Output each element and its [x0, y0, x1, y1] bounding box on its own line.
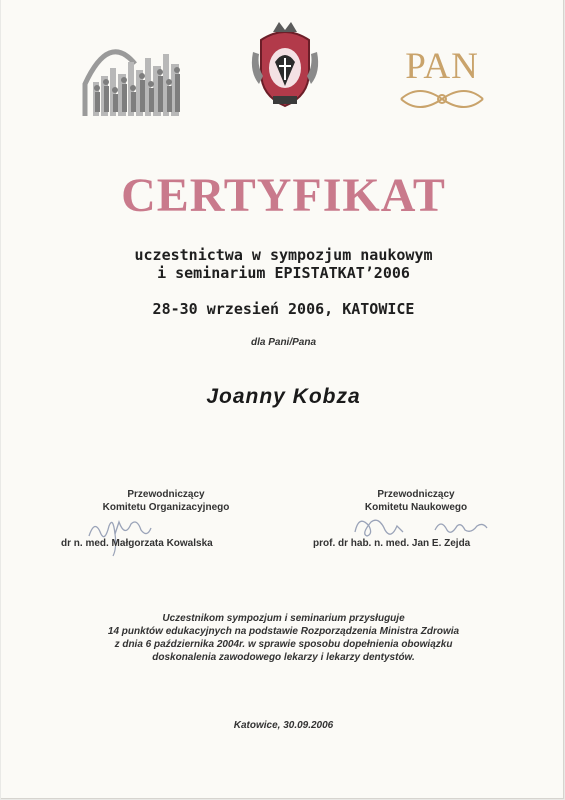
notice-line-2: 14 punktów edukacyjnych na podstawie Rozporządzenia Ministra Zdrowia	[107, 626, 460, 637]
place-and-date: Katowice, 30.09.2006	[233, 720, 334, 731]
left-chair-label: Przewodniczący	[127, 489, 205, 500]
crest-emblem	[249, 22, 321, 108]
education-points-notice	[1, 612, 565, 664]
participation-line-1: uczestnictwa w sympozjum naukowym	[134, 246, 433, 264]
left-signature-icon	[85, 508, 155, 558]
scientific-committee-title	[331, 488, 501, 514]
for-label: dla Pani/Pana	[250, 337, 317, 348]
pan-ornament-icon	[399, 85, 485, 113]
left-signatory-name: dr n. med. Małgorzata Kowalska	[61, 538, 213, 549]
participation-line-2: i seminarium EPISTATKAT’2006	[157, 264, 410, 282]
left-committee-label: Komitetu Organizacyjnego	[102, 502, 230, 513]
notice-line-3: z dnia 6 października 2004r. w sprawie sposobu dopełnienia obowiązku	[114, 639, 453, 650]
katowice-crowd-logo	[79, 38, 189, 118]
pan-logo	[399, 45, 485, 115]
notice-line-1: Uczestnikom sympozjum i seminarium przysługuje	[162, 613, 405, 624]
right-committee-label: Komitetu Naukowego	[364, 502, 468, 513]
event-dates: 28-30 wrzesień 2006, KATOWICE	[152, 300, 415, 318]
recipient-name: Joanny Kobza	[206, 385, 361, 408]
right-signatory-name: prof. dr hab. n. med. Jan E. Zejda	[313, 538, 471, 549]
notice-line-4: doskonalenia zawodowego lekarzy i lekarzy dentystów.	[152, 652, 415, 663]
pan-logo-text: PAN	[405, 46, 479, 87]
certificate-page	[1, 0, 564, 799]
right-chair-label: Przewodniczący	[377, 489, 455, 500]
certificate-title: CERTYFIKAT	[121, 169, 446, 222]
